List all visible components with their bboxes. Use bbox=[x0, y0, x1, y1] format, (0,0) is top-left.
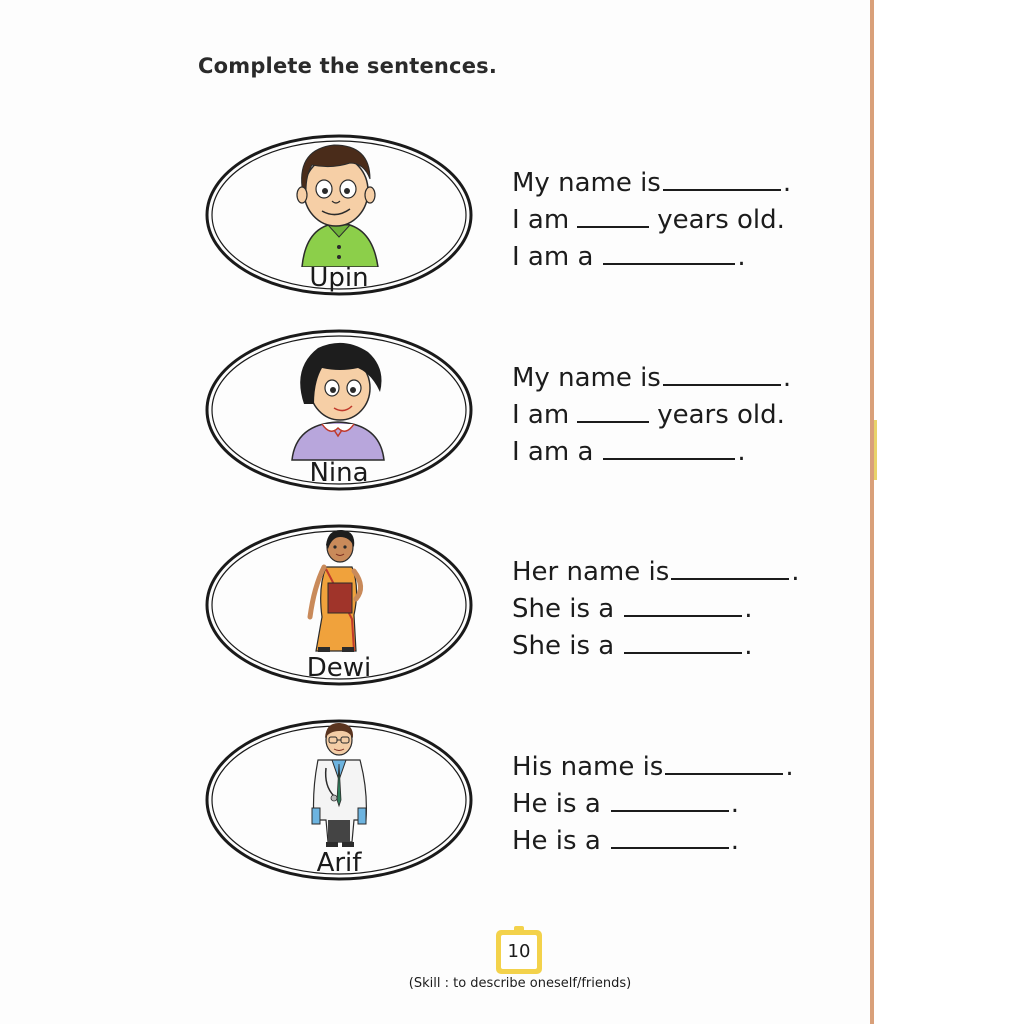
book-margin bbox=[874, 0, 1024, 1024]
answer-blank[interactable] bbox=[624, 626, 742, 654]
sentence-suffix: . bbox=[782, 363, 792, 393]
instruction-text: Complete the sentences. bbox=[198, 54, 498, 78]
character-name: Dewi bbox=[306, 653, 372, 683]
sentence-suffix: . bbox=[791, 557, 800, 587]
sentence-suffix: . bbox=[737, 242, 746, 272]
sentence-prefix: I am bbox=[512, 400, 570, 430]
sentence-prefix: I am bbox=[512, 205, 570, 235]
dewi-illustration bbox=[304, 527, 374, 653]
answer-blank[interactable] bbox=[577, 200, 649, 228]
character-card-nina bbox=[204, 328, 474, 492]
answer-blank[interactable] bbox=[665, 747, 783, 775]
sentence-line bbox=[512, 589, 852, 626]
page-number: 10 bbox=[501, 935, 537, 969]
answer-blank[interactable] bbox=[603, 237, 735, 265]
sentence-suffix: . bbox=[744, 594, 753, 624]
sentence-group-nina bbox=[512, 358, 852, 469]
sentence-prefix: I am a bbox=[512, 437, 594, 467]
sentence-suffix: years old. bbox=[657, 205, 785, 235]
sentence-group-upin bbox=[512, 163, 852, 274]
sentence-suffix: . bbox=[737, 437, 746, 467]
upin-illustration bbox=[284, 139, 394, 267]
sentence-suffix: . bbox=[744, 631, 753, 661]
sentence-suffix: . bbox=[785, 752, 794, 782]
answer-blank[interactable] bbox=[671, 552, 789, 580]
nina-illustration bbox=[288, 338, 392, 462]
sentence-prefix: His name is bbox=[512, 752, 664, 782]
sentence-suffix: years old. bbox=[657, 400, 785, 430]
sentence-suffix: . bbox=[782, 168, 792, 198]
sentence-prefix: He is a bbox=[512, 789, 601, 819]
sentence-line bbox=[512, 358, 852, 395]
sentence-suffix: . bbox=[730, 789, 740, 819]
sentence-suffix: . bbox=[730, 826, 740, 856]
sentence-line bbox=[512, 395, 852, 432]
sentence-prefix: Her name is bbox=[512, 557, 670, 587]
sentence-prefix: She is a bbox=[512, 631, 615, 661]
answer-blank[interactable] bbox=[624, 589, 742, 617]
sentence-line bbox=[512, 626, 852, 663]
sentence-prefix: My name is bbox=[512, 363, 661, 393]
sentence-group-arif bbox=[512, 747, 852, 858]
character-name: Nina bbox=[309, 458, 369, 488]
answer-blank[interactable] bbox=[603, 432, 735, 460]
character-card-upin bbox=[204, 133, 474, 297]
sentence-line bbox=[512, 821, 852, 858]
sentence-line bbox=[512, 747, 852, 784]
answer-blank[interactable] bbox=[663, 163, 781, 191]
sentence-prefix: My name is bbox=[512, 168, 661, 198]
clipboard-clip-icon bbox=[514, 926, 524, 932]
answer-blank[interactable] bbox=[577, 395, 649, 423]
skill-note: (Skill : to describe oneself/friends) bbox=[408, 976, 632, 991]
answer-blank[interactable] bbox=[611, 784, 729, 812]
character-card-arif bbox=[204, 718, 474, 882]
page-number-badge bbox=[496, 930, 542, 974]
sentence-line bbox=[512, 784, 852, 821]
answer-blank[interactable] bbox=[611, 821, 729, 849]
character-card-dewi bbox=[204, 523, 474, 687]
character-name: Arif bbox=[316, 848, 362, 878]
answer-blank[interactable] bbox=[663, 358, 781, 386]
sentence-line bbox=[512, 552, 852, 589]
sentence-line bbox=[512, 432, 852, 469]
sentence-prefix: I am a bbox=[512, 242, 594, 272]
sentence-group-dewi bbox=[512, 552, 852, 663]
sentence-prefix: She is a bbox=[512, 594, 615, 624]
arif-illustration bbox=[304, 720, 374, 848]
sentence-line bbox=[512, 200, 852, 237]
sentence-prefix: He is a bbox=[512, 826, 601, 856]
sentence-line bbox=[512, 237, 852, 274]
character-name: Upin bbox=[309, 263, 369, 293]
sentence-line bbox=[512, 163, 852, 200]
